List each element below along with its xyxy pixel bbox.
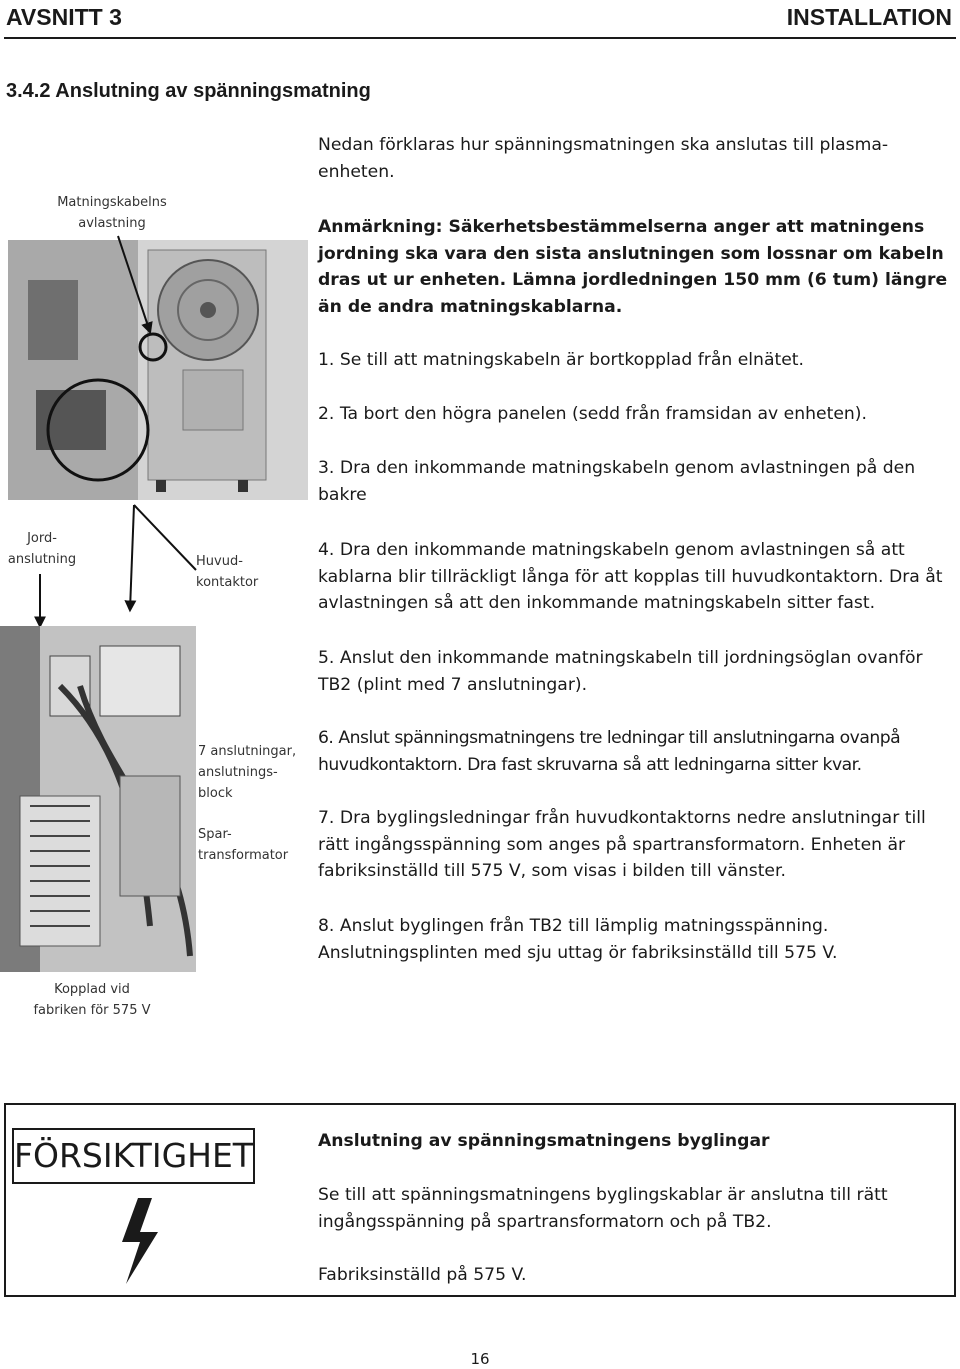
caution-factory-note: Fabriksinställd på 575 V.: [318, 1265, 527, 1285]
caution-heading: FÖRSIKTIGHET: [12, 1128, 255, 1184]
caution-text: Se till att spänningsmatningens byglingskablar är anslutna till rätt ingångsspänning på spartransformatorn och på TB2.: [318, 1185, 888, 1232]
wiring-photo: [0, 626, 196, 972]
page-number: 16: [470, 1350, 490, 1368]
label-main-contactor: Huvud- kontaktor: [196, 554, 259, 590]
chapter-header: INSTALLATION: [786, 4, 952, 30]
note-paragraph: Anmärkning: Säkerhetsbestämmelserna anger att matningens jordning ska vara den sista anslutningen som lossnar om kabeln dras ut ur enheten. Lämna jordledningen 150 mm (6 tum) längre än de andra matningskablarna.: [318, 217, 948, 317]
label-terminal-block: 7 anslutningar, anslutnings- block: [198, 744, 297, 801]
step-4: 4. Dra den inkommande matningskabeln genom avlastningen så att kablarna blir tillräckligt långa för att kopplas till huvudkontaktorn. Dra åt avlastningen så att den inkommande matningskabeln sitter fast.: [318, 540, 943, 613]
step-7: 7. Dra byglingsledningar från huvudkontaktorns nedre anslutningar till rätt ingångsspänning som anges på spartransformatorn. Enheten är fabriksinställd till 575 V, som visas i bilden till vänster.: [318, 808, 926, 881]
label-factory-575: Kopplad vid fabriken för 575 V: [33, 982, 151, 1018]
section-title: 3.4.2 Anslutning av spänningsmatning: [6, 80, 371, 102]
label-autotransformer: Spar- transformator: [198, 827, 289, 863]
intro-paragraph: Nedan förklaras hur spänningsmatningen ska anslutas till plasma-enheten.: [318, 135, 889, 182]
step-5: 5. Anslut den inkommande matningskabeln till jordningsöglan ovanför TB2 (plint med 7 anslutningar).: [318, 648, 923, 695]
label-ground: Jord- anslutning: [7, 531, 77, 567]
step-6: 6. Anslut spänningsmatningens tre ledningar till anslutningarna ovanpå huvudkontaktorn. Dra fast skruvarna så att ledningarna sitter kvar.: [318, 728, 901, 775]
step-2: 2. Ta bort den högra panelen (sedd från framsidan av enheten).: [318, 404, 867, 424]
caution-title: Anslutning av spänningsmatningens byglingar: [318, 1131, 770, 1151]
step-3: 3. Dra den inkommande matningskabeln genom avlastningen på den bakre: [318, 458, 916, 505]
section-header: AVSNITT 3: [6, 4, 122, 30]
step-8: 8. Anslut byglingen från TB2 till lämplig matningsspänning. Anslutningsplinten med sju uttag ör fabriksinställd till 575 V.: [318, 916, 838, 963]
high-voltage-icon: [116, 1198, 164, 1288]
step-1: 1. Se till att matningskabeln är bortkopplad från elnätet.: [318, 350, 804, 370]
callout-arrows: [0, 0, 320, 640]
label-strain-relief: Matningskabelns avlastning: [57, 195, 167, 231]
